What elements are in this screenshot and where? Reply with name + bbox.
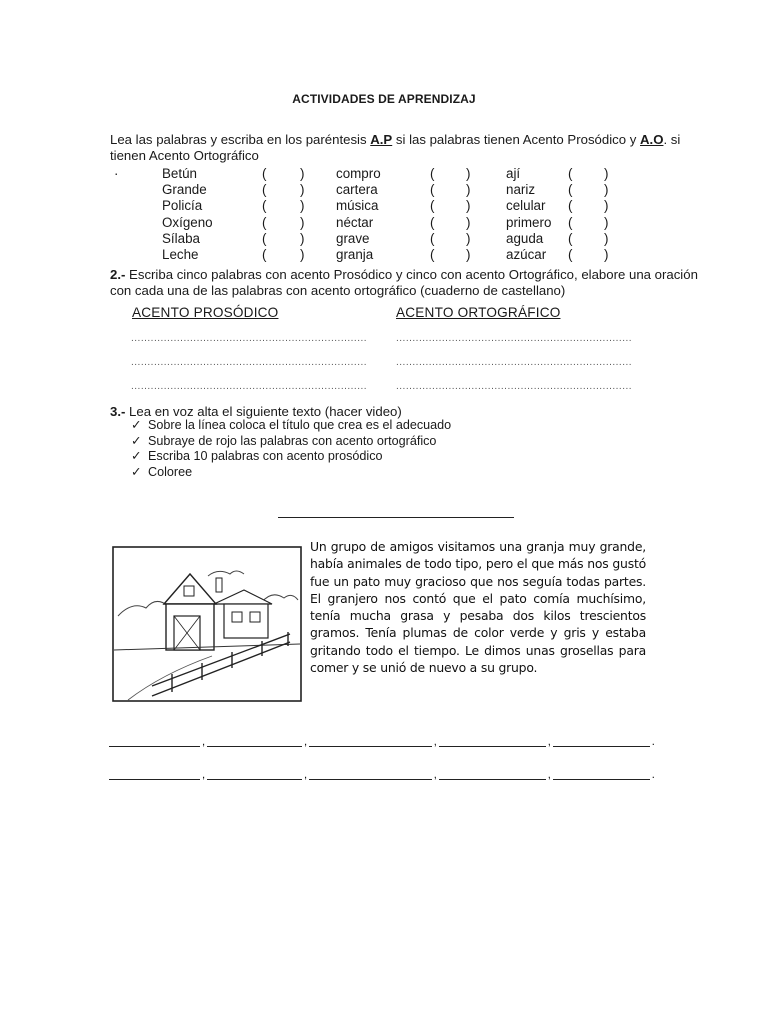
paren-close: ) [604,198,609,214]
word: nariz [506,182,536,198]
word: Leche [162,246,199,262]
word: Oxígeno [162,214,213,230]
paren-close: ) [466,182,471,198]
paren-open[interactable]: ( [262,246,267,262]
paren-open[interactable]: ( [568,246,573,262]
instruction-2-line1: Escriba cinco palabras con acento Prosódico y cinco con acento Ortográfico, elabore una oración [125,267,698,282]
comma: , [303,734,308,748]
paren-open[interactable]: ( [430,198,435,214]
instruction-1 [110,132,680,148]
checklist-item [131,418,451,434]
dotted-answer-line[interactable]: ........................................................................ [396,357,633,368]
acento-ortografico-heading: ACENTO ORTOGRÁFICO [396,305,561,320]
comma: , [201,734,206,748]
word: Policía [162,198,203,214]
instruction-2 [110,267,698,283]
dotted-answer-line[interactable]: ........................................................................ [131,357,368,368]
word: celular [506,198,546,214]
period: . [651,734,655,748]
answer-blank[interactable] [309,745,431,747]
word: Grande [162,182,207,198]
paren-open[interactable]: ( [430,214,435,230]
section-2-number: 2.- [110,267,126,282]
period: . [651,767,655,781]
paren-close: ) [466,214,471,230]
paren-open[interactable]: ( [262,214,267,230]
word: azúcar [506,246,547,262]
answer-blank[interactable] [439,745,546,747]
title-answer-line[interactable] [278,517,514,518]
paren-open[interactable]: ( [430,182,435,198]
checkmark-icon: ✓ [131,449,142,463]
answer-blank[interactable] [207,778,302,780]
paren-open[interactable]: ( [262,198,267,214]
word: néctar [336,214,374,230]
paren-open[interactable]: ( [262,182,267,198]
checklist-item-text: Subraye de rojo las palabras con acento ortográfico [148,433,437,448]
paren-close: ) [300,246,305,262]
instruction-3-text: Lea en voz alta el siguiente texto (hacer video) [125,404,402,419]
paren-close: ) [604,230,609,246]
acento-prosodico-heading: ACENTO PROSÓDICO [132,305,279,320]
comma: , [201,767,206,781]
paren-close: ) [300,198,305,214]
word: aguda [506,230,544,246]
answer-blank[interactable] [207,745,302,747]
paren-open[interactable]: ( [430,166,435,181]
answer-blank[interactable] [439,778,546,780]
paren-open[interactable]: ( [568,214,573,230]
paren-open[interactable]: ( [430,246,435,262]
paren-close: ) [300,230,305,246]
answer-blank[interactable] [109,745,200,747]
dotted-answer-line[interactable]: ........................................................................ [131,381,368,392]
comma: , [433,767,437,781]
dotted-answer-line[interactable]: ........................................................................ [131,333,368,344]
paren-close: ) [466,166,471,181]
silo-chimney [216,578,222,592]
checklist-item-text: Coloree [148,464,193,479]
answer-blank[interactable] [553,745,650,747]
paren-close: ) [604,166,609,181]
word: grave [336,230,370,246]
word: granja [336,246,374,262]
story-text: Un grupo de amigos visitamos una granja muy grande, había animales de todo tipo, pero el que más nos gustó fue un pato muy gracioso que nos seguía todas partes. El granjero nos contó que el pato comía muchísimo, tenía mucha grasa y pesaba dos kilos trescientos gramos. Tenía plumas de color verde y gris y estaba gritando todo el tiempo. Le dimos unas grosellas para comer y se unió de nuevo a su grupo. [310,539,646,676]
paren-open[interactable]: ( [568,182,573,198]
dotted-answer-line[interactable]: ........................................................................ [396,381,633,392]
shed-wall [224,604,268,638]
word: primero [506,214,552,230]
paren-open[interactable]: ( [430,230,435,246]
paren-close: ) [604,214,609,230]
checklist-item-text: Sobre la línea coloca el título que crea es el adecuado [148,418,452,432]
section-3-number: 3.- [110,404,126,419]
comma: , [433,734,437,748]
comma: , [303,767,308,781]
paren-open[interactable]: ( [262,166,267,181]
paren-open[interactable]: ( [262,230,267,246]
comma: , [547,734,551,748]
paren-close: ) [604,182,609,198]
answer-row-1 [109,735,657,747]
checklist-item-text: Escriba 10 palabras con acento prosódico [148,449,383,463]
paren-open[interactable]: ( [568,166,573,181]
page-title: ACTIVIDADES DE APRENDIZAJ [292,92,476,106]
word: Sílaba [162,230,200,246]
checklist-item [131,449,451,465]
checkmark-icon: ✓ [131,433,142,448]
answer-row-2 [109,768,657,780]
barn-window [184,586,194,596]
paren-close: ) [466,246,471,262]
checkmark-icon: ✓ [131,464,142,479]
paren-open[interactable]: ( [568,230,573,246]
checklist-item [131,465,451,481]
instruction-2-line2: con cada una de las palabras con acento ortográfico (cuaderno de castellano) [110,283,566,298]
word: ají [506,166,521,181]
ao-label: A.O [640,132,664,147]
answer-blank[interactable] [309,778,431,780]
checkmark-icon: ✓ [131,418,142,432]
word: Betún [162,166,197,181]
comma: , [547,767,551,781]
instruction-1-text-mid: si las palabras tienen Acento Prosódico y [392,132,640,147]
paren-open[interactable]: ( [568,198,573,214]
word: música [336,198,379,214]
paren-close: ) [466,230,471,246]
checklist-item [131,434,451,450]
paren-close: ) [300,166,305,181]
instruction-1-line2: tienen Acento Ortográfico [110,148,259,163]
answer-blank[interactable] [109,778,200,780]
instruction-1-text: Lea las palabras y escriba en los paréntesis [110,132,371,147]
bullet: · [114,166,119,181]
paren-close: ) [604,246,609,262]
ap-label: A.P [370,132,393,147]
word: compro [336,166,381,181]
checklist [131,418,451,480]
paren-close: ) [300,214,305,230]
answer-blank[interactable] [553,778,650,780]
paren-close: ) [466,198,471,214]
farm-illustration [112,546,302,702]
paren-close: ) [300,182,305,198]
dotted-answer-line[interactable]: ........................................................................ [396,333,633,344]
instruction-1-text-end: . si [663,132,681,147]
word: cartera [336,182,378,198]
